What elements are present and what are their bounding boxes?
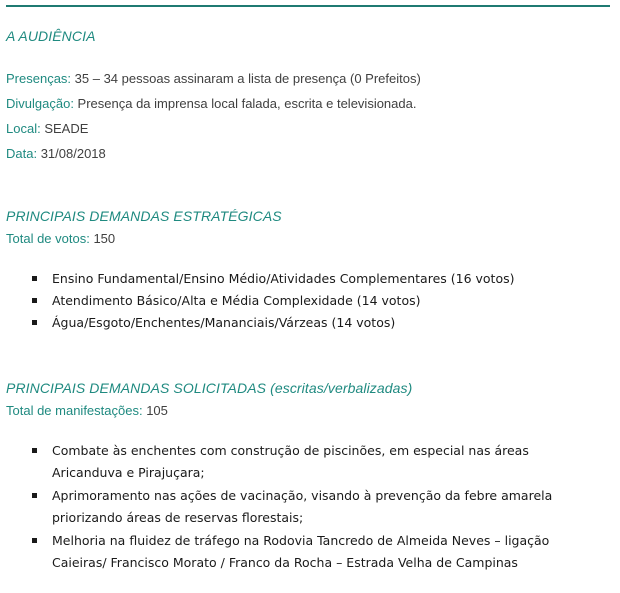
list-item: Combate às enchentes com construção de piscinões, em especial nas áreas Aricanduva e Pirajuçara; xyxy=(30,440,570,484)
list-item: Melhoria na fluidez de tráfego na Rodovia Tancredo de Almeida Neves – ligação Caieiras/ Francisco Morato / Franco da Rocha – Estrada Velha de Campinas xyxy=(30,530,570,574)
list-item: Aprimoramento nas ações de vacinação, visando à prevenção da febre amarela priorizando áreas de reservas florestais; xyxy=(30,485,570,529)
field-label: Data: xyxy=(6,146,38,161)
field-total-manifestacoes xyxy=(6,403,168,418)
field-label: Total de manifestações: xyxy=(6,403,143,418)
top-divider xyxy=(6,5,610,7)
field-value: 31/08/2018 xyxy=(37,146,106,161)
field-value: 105 xyxy=(142,403,168,418)
list-item: Ensino Fundamental/Ensino Médio/Atividades Complementares (16 votos) xyxy=(30,268,590,290)
field-total-votos xyxy=(6,231,115,246)
field-divulgacao xyxy=(6,96,416,111)
solicitadas-list xyxy=(30,440,570,575)
list-item: Água/Esgoto/Enchentes/Mananciais/Várzeas (14 votos) xyxy=(30,312,590,334)
section-title-audiencia: A AUDIÊNCIA xyxy=(6,28,96,44)
section-title-solicitadas: PRINCIPAIS DEMANDAS SOLICITADAS (escritas/verbalizadas) xyxy=(6,380,413,396)
field-value: SEADE xyxy=(40,121,89,136)
field-label: Total de votos: xyxy=(6,231,90,246)
estrategicas-list xyxy=(30,268,590,334)
field-value: Presença da imprensa local falada, escrita e televisionada. xyxy=(73,96,417,111)
list-item: Atendimento Básico/Alta e Média Complexidade (14 votos) xyxy=(30,290,590,312)
field-local xyxy=(6,121,88,136)
field-label: Divulgação: xyxy=(6,96,74,111)
field-value: 35 – 34 pessoas assinaram a lista de presença (0 Prefeitos) xyxy=(71,71,421,86)
field-label: Presenças: xyxy=(6,71,72,86)
section-title-estrategicas: PRINCIPAIS DEMANDAS ESTRATÉGICAS xyxy=(6,208,282,224)
field-value: 150 xyxy=(89,231,116,246)
field-data xyxy=(6,146,106,161)
field-label: Local: xyxy=(6,121,41,136)
field-presencas xyxy=(6,71,421,86)
